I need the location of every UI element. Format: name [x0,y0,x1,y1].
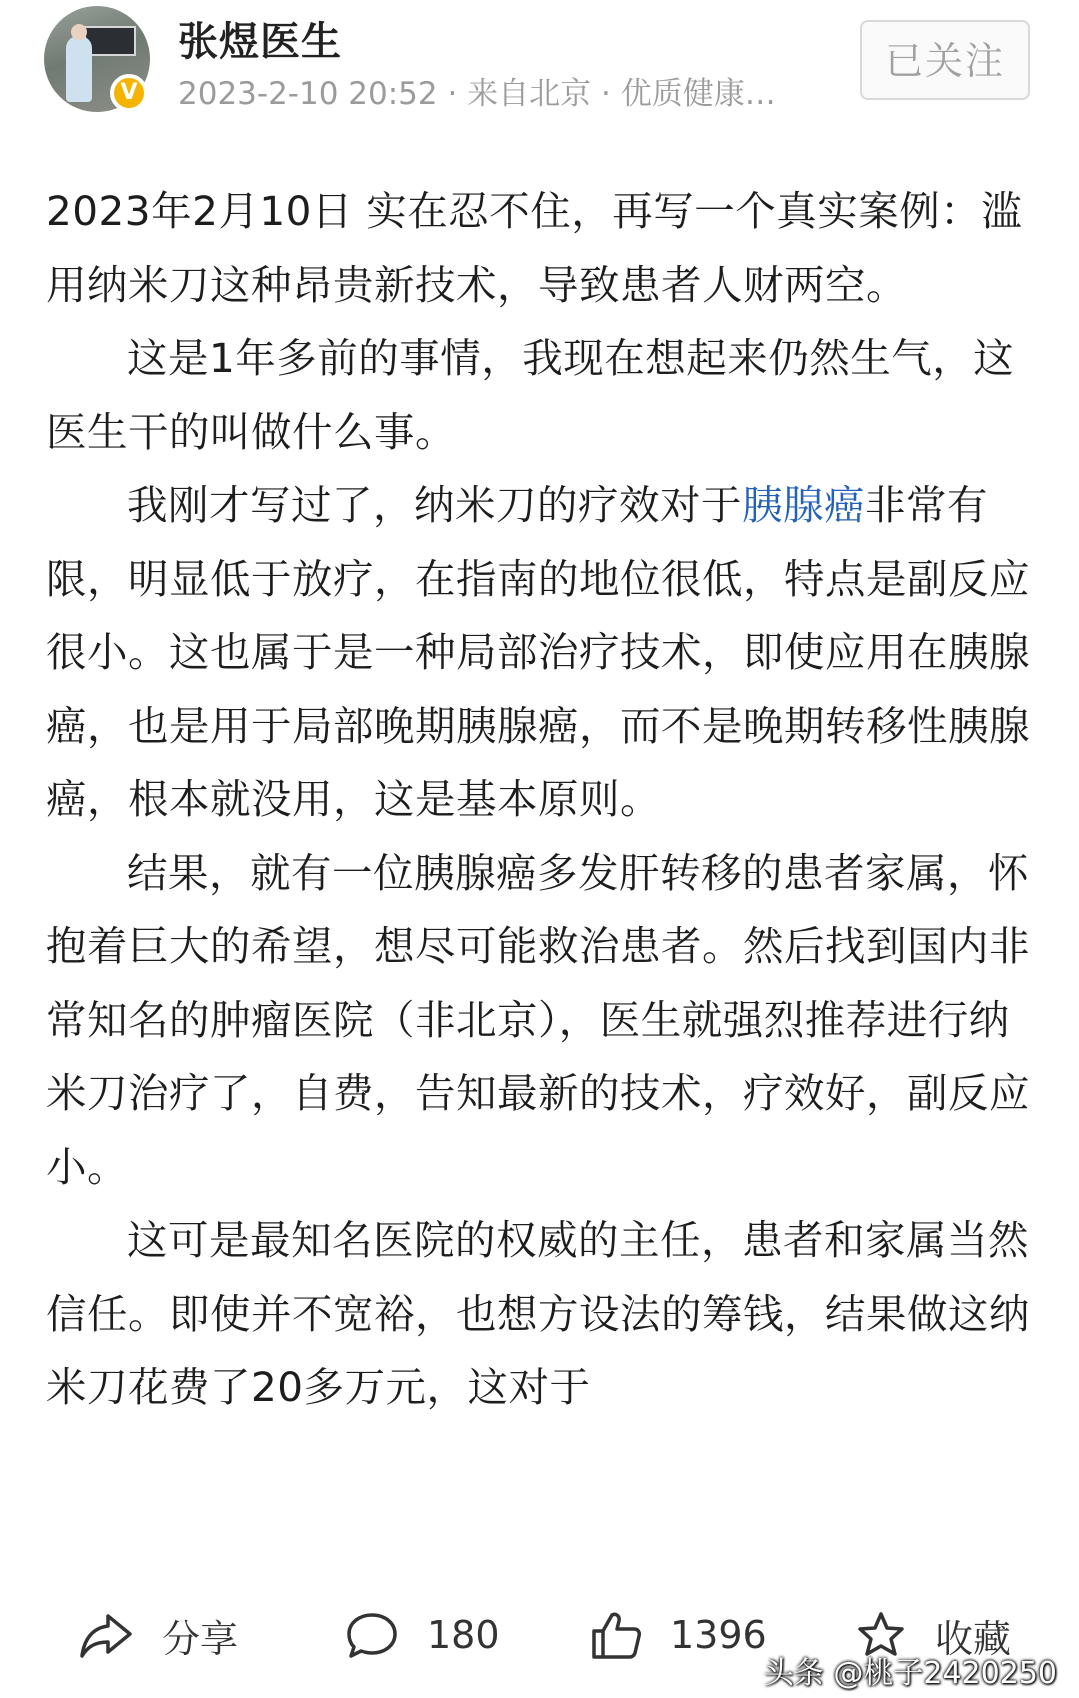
paragraph-3-text-a: 我刚才写过了，纳米刀的疗效对于 [127,481,742,529]
paragraph-3-text-b: 非常有限，明显低于放疗，在指南的地位很低，特点是副反应很小。这也属于是一种局部治疗技术，即使应用在胰腺癌，也是用于局部晚期胰腺癌，而不是晚期转移性胰腺癌，根本就没用，这是基本原则。 [46,481,1030,823]
verified-icon: V [110,74,148,112]
comment-count: 180 [427,1613,500,1657]
post-meta: 2023-2-10 20:52 · 来自北京 · 优质健康… [178,76,776,112]
paragraph-3 [46,469,1036,837]
like-icon [590,1609,642,1661]
paragraph-1: 2023年2月10日 实在忍不住，再写一个真实案例：滥用纳米刀这种昂贵新技术，导致患者人财两空。 [46,187,1023,309]
share-icon [78,1610,134,1660]
like-count: 1396 [670,1613,767,1657]
watermark: 头条 @桃子2420250 [763,1656,1057,1691]
paragraph-4: 结果，就有一位胰腺癌多发肝转移的患者家属，怀抱着巨大的希望，想尽可能救治患者。然后找到国内非常知名的肿瘤医院（非北京），医生就强烈推荐进行纳米刀治疗了，自费，告知最新的技术，疗效好，副反应小。 [46,848,1030,1191]
follow-button[interactable]: 已关注 [860,20,1030,100]
comment-button[interactable] [345,1590,500,1680]
avatar-head [71,24,87,40]
share-button[interactable] [78,1590,238,1680]
share-label: 分享 [162,1616,239,1661]
post-body [46,175,1036,1425]
like-button[interactable] [590,1590,767,1680]
favorite-label: 收藏 [935,1616,1012,1661]
paragraph-2: 这是1年多前的事情，我现在想起来仍然生气，这医生干的叫做什么事。 [46,334,1015,456]
topic-link-pancreatic-cancer[interactable]: 胰腺癌 [742,481,865,529]
paragraph-5: 这可是最知名医院的权威的主任，患者和家属当然信任。即使并不宽裕，也想方设法的筹钱，结果做这纳米刀花费了20多万元，这对于 [46,1216,1030,1411]
comment-icon [345,1610,399,1660]
author-name[interactable]: 张煜医生 [178,19,342,65]
post-header [0,0,1079,150]
avatar-person [66,36,92,102]
